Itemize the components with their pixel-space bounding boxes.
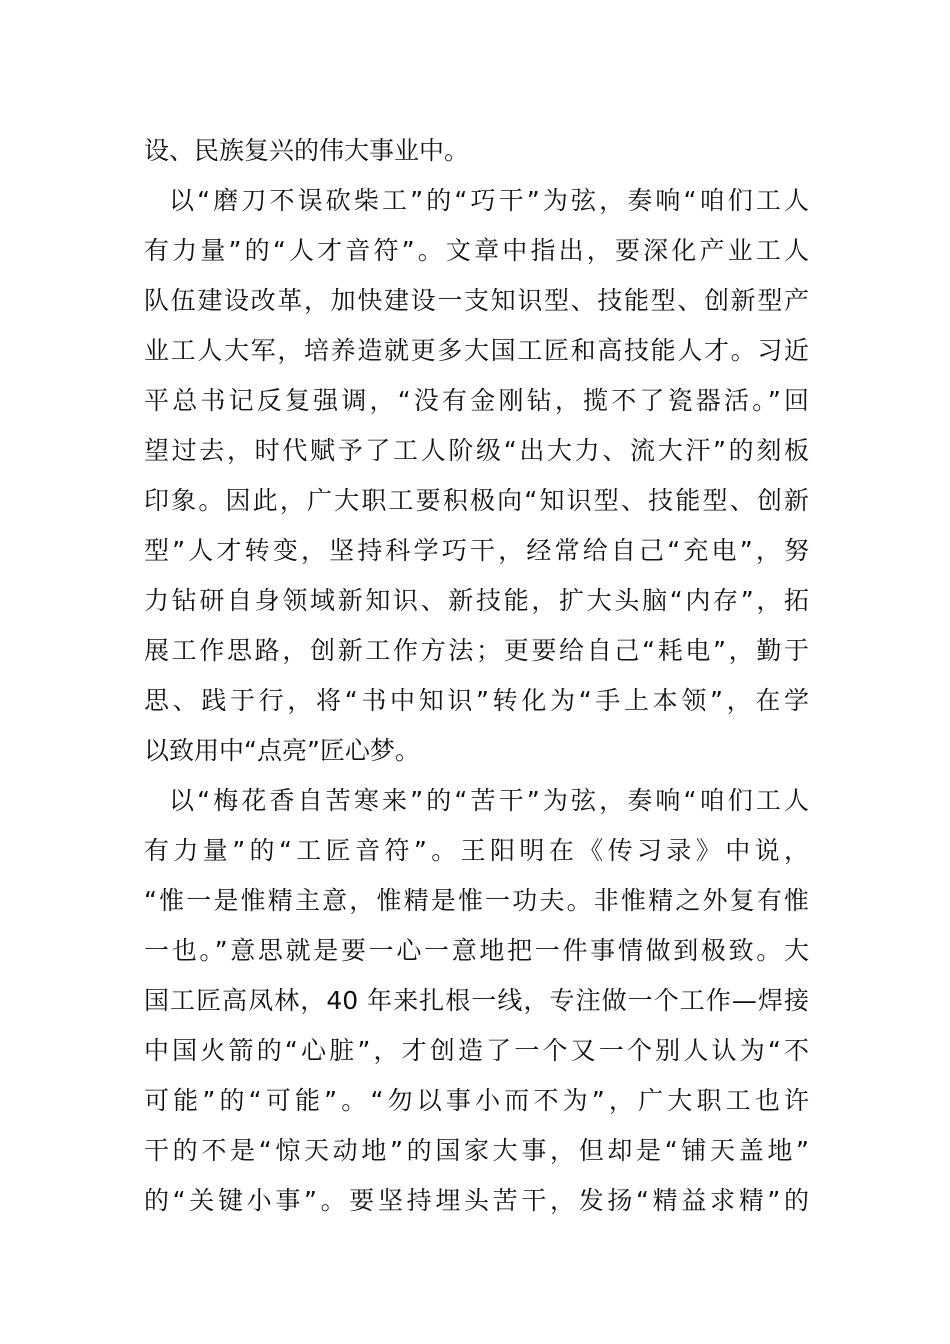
text-line: 印象。因此，广大职工要积极向“知识型、技能型、创新 <box>144 486 809 515</box>
text-line: 以“梅花香自苦寒来”的“苦干”为弦，奏响“咱们工人 <box>169 786 809 815</box>
text-line: 平总书记反复强调，“没有金刚钻，揽不了瓷器活。”回 <box>144 386 809 415</box>
text-line: 队伍建设改革，加快建设一支知识型、技能型、创新型产 <box>144 286 809 315</box>
text-line: 干的不是“惊天动地”的国家大事，但却是“铺天盖地” <box>144 1136 809 1165</box>
text-line: 望过去，时代赋予了工人阶级“出大力、流大汗”的刻板 <box>144 436 809 465</box>
text-line: 一也。”意思就是要一心一意地把一件事情做到极致。大 <box>144 936 809 965</box>
text-line: 的“关键小事”。要坚持埋头苦干，发扬“精益求精”的 <box>144 1186 809 1215</box>
text-line: 思、践于行，将“书中知识”转化为“手上本领”，在学 <box>144 686 809 715</box>
text-line: 中国火箭的“心脏”，才创造了一个又一个别人认为“不 <box>144 1036 809 1065</box>
text-line: 国工匠高凤林，40 年来扎根一线，专注做一个工作—焊接 <box>144 986 809 1015</box>
text-line: 有力量”的“工匠音符”。王阳明在《传习录》中说， <box>144 836 809 865</box>
text-line: 展工作思路，创新工作方法；更要给自己“耗电”，勤于 <box>144 636 809 665</box>
text-line: 以致用中“点亮”匠心梦。 <box>144 736 420 765</box>
text-line: 型”人才转变，坚持科学巧干，经常给自己“充电”，努 <box>144 536 809 565</box>
text-line: 有力量”的“人才音符”。文章中指出，要深化产业工人 <box>144 236 809 265</box>
article-body <box>144 126 809 1226</box>
text-line: “惟一是惟精主意，惟精是惟一功夫。非惟精之外复有惟 <box>144 886 809 915</box>
text-line: 设、民族复兴的伟大事业中。 <box>144 136 470 165</box>
text-line: 力钻研自身领域新知识、新技能，扩大头脑“内存”，拓 <box>144 586 809 615</box>
text-line: 以“磨刀不误砍柴工”的“巧干”为弦，奏响“咱们工人 <box>169 186 809 215</box>
text-line: 可能”的“可能”。“勿以事小而不为”，广大职工也许 <box>144 1086 809 1115</box>
text-line: 业工人大军，培养造就更多大国工匠和高技能人才。习近 <box>144 336 809 365</box>
